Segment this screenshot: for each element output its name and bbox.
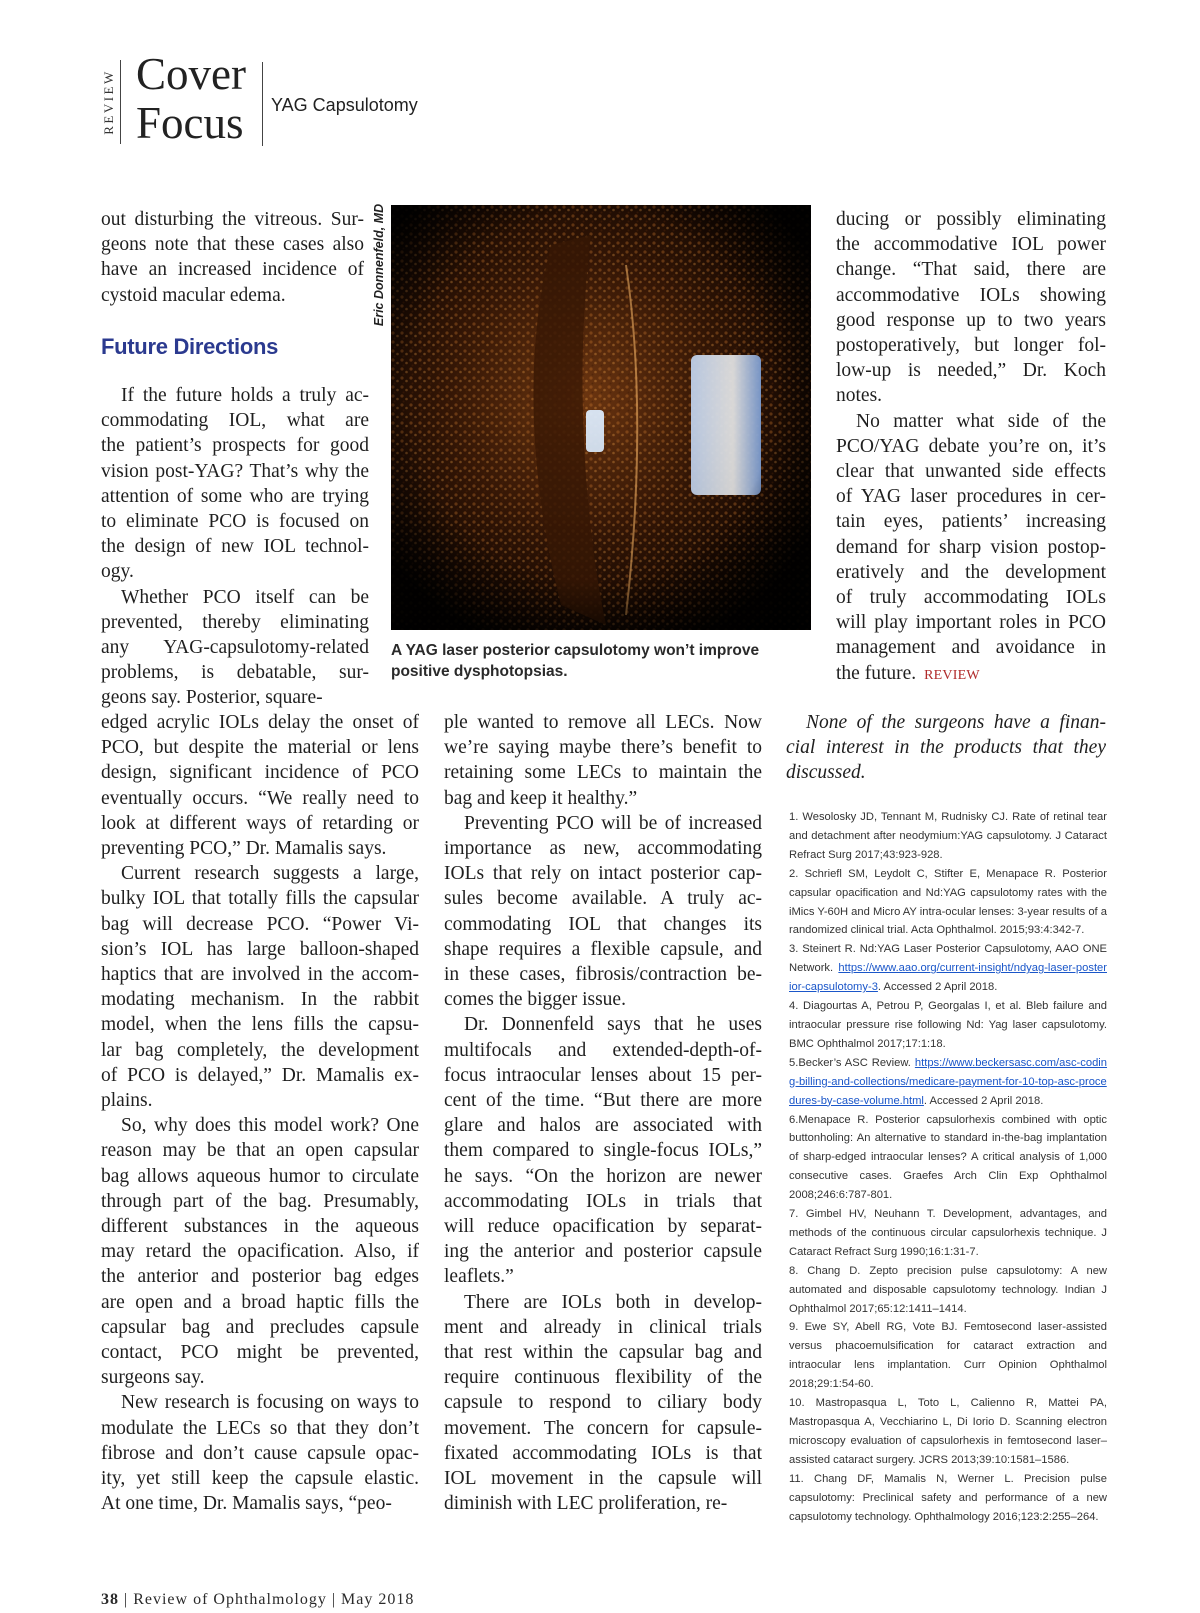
- text-line: of PCO is delayed,” Dr. Mamalis ex-: [101, 1064, 419, 1086]
- text-line: have an increased incidence of: [101, 259, 364, 281]
- text-line: comes the bigger issue.: [444, 989, 626, 1011]
- text-line: capsule to respond to ciliary body: [444, 1392, 762, 1414]
- section-heading: Future Directions: [101, 334, 279, 359]
- text-line: Dr. Donnenfeld says that he uses: [464, 1014, 762, 1036]
- text-line: he says. “On the horizon are newer: [444, 1165, 762, 1187]
- text-line: ment and already in clinical trials: [444, 1316, 762, 1338]
- reference-text: 3. Steinert R. Nd:YAG Laser Posterior Capsulotomy, AAO ONE Network.: [789, 943, 1107, 975]
- reference-link[interactable]: https://www.aao.org/current-insight/ndyag-laser-posterior-capsulotomy-3: [789, 962, 1107, 994]
- text-line: different substances in the aqueous: [101, 1216, 419, 1237]
- text-line: contact, PCO might be prevented,: [101, 1342, 419, 1363]
- text-line: focus intraocular lenses about 15 per-: [444, 1064, 762, 1086]
- text-line: out disturbing the vitreous. Sur-: [101, 209, 364, 230]
- text-line: geons say. Posterior, square-: [101, 687, 323, 709]
- text-line: look at different ways of retarding or: [101, 812, 419, 834]
- text-line: retaining some LECs to maintain the: [444, 762, 762, 784]
- reference-text: 2. Schriefl SM, Leydolt C, Stifter E, Menapace R. Posterior capsular opacification and Nd:YAG capsulotomy rates with the iMics Y-60H and Micro AY intra-ocular lenses: 3-year results of a randomized clinical trial. Acta Ophthalmol. 2015;93:4:342-7.: [789, 867, 1107, 937]
- text-line: commodating IOL, what are: [101, 410, 369, 432]
- text-line: fixated accommodating IOLs is that: [444, 1442, 762, 1464]
- eye-photo-illustration: [391, 205, 811, 630]
- text-line: Preventing PCO will be of increased: [464, 812, 762, 834]
- text-line: haptics that are involved in the accom-: [101, 964, 419, 985]
- text-line: the accommodative IOL power: [836, 234, 1106, 256]
- text-line: may retard the opacification. Also, if: [101, 1241, 419, 1263]
- reference-text: 7. Gimbel HV, Neuhann T. Development, advantages, and methods of the continuous circular capsulorhexis technique. J Cataract Refract Surg 1990;16:1:31-7.: [789, 1208, 1107, 1258]
- text-line: movement. The concern for capsule-: [444, 1417, 762, 1439]
- text-line: At one time, Dr. Mamalis says, “peo-: [101, 1493, 392, 1515]
- reference-text: 5.Becker’s ASC Review.: [789, 1056, 911, 1069]
- text-line: glare and halos are associated with: [444, 1115, 762, 1137]
- text-line: edged acrylic IOLs delay the onset of: [101, 712, 419, 733]
- text-line: tain eyes, patients’ increasing: [836, 511, 1106, 533]
- review-end-mark: REVIEW: [924, 667, 980, 683]
- footer-separator: |: [331, 1591, 342, 1608]
- text-line: No matter what side of the: [856, 410, 1106, 432]
- text-line: that rest within the capsular bag and: [444, 1342, 762, 1363]
- text-line: cent of the time. “But there are more: [444, 1090, 762, 1111]
- text-line: are open and a broad haptic fills the: [101, 1291, 419, 1313]
- text-line: ple wanted to remove all LECs. Now: [444, 712, 762, 733]
- section-label: [98, 60, 121, 144]
- text-line: sion’s IOL has large balloon-shaped: [101, 938, 419, 960]
- page-footer: [101, 1591, 414, 1609]
- reference-item: [789, 1054, 1107, 1111]
- text-line: prevented, thereby eliminating: [101, 611, 369, 633]
- text-line: commodating IOL that changes its: [444, 913, 762, 935]
- text-line: the patient’s prospects for good: [101, 435, 369, 457]
- text-line: clear that unwanted side effects: [836, 461, 1106, 482]
- text-line: the design of new IOL technol-: [101, 536, 369, 558]
- reference-item: [789, 808, 1107, 865]
- reference-text: 11. Chang DF, Mamalis N, Werner L. Precision pulse capsulotomy: Preclinical safety and performance of a new capsulotomy technology. Ophthalmology 2016;123:2:255–264.: [789, 1472, 1107, 1523]
- footer-separator: |: [124, 1591, 134, 1608]
- text-line: accommodating IOLs in trials that: [444, 1190, 762, 1212]
- eye-photo: [391, 205, 811, 630]
- reference-text: 8. Chang D. Zepto precision pulse capsulotomy: A new automated and disposable capsulotomy technology. Indian J Ophthalmol 2017;65:12:1411–1414.: [789, 1264, 1107, 1315]
- text-line: multifocals and extended-depth-of-: [444, 1039, 762, 1061]
- text-line: notes.: [836, 385, 883, 407]
- text-line: ogy.: [101, 561, 134, 583]
- text-line: bag allows aqueous humor to circulate: [101, 1165, 419, 1187]
- text-line: Whether PCO itself can be: [121, 586, 369, 608]
- text-line: of YAG laser procedures in cer-: [836, 486, 1106, 508]
- text-line: bag will decrease PCO. “Power Vi-: [101, 913, 419, 935]
- reference-item: [789, 940, 1107, 997]
- reference-item: [789, 997, 1107, 1054]
- text-line: the future. REVIEW: [836, 662, 980, 684]
- text-line: modating mechanism. In the rabbit: [101, 989, 419, 1011]
- text-line: bulky IOL that totally fills the capsular: [101, 888, 419, 910]
- reference-item: [789, 1470, 1107, 1527]
- header-topic: YAG Capsulotomy: [271, 95, 418, 115]
- reference-item: [789, 1111, 1107, 1206]
- text-line: sules become available. A truly ac-: [444, 888, 762, 910]
- text-line: plains.: [101, 1090, 153, 1111]
- text-line: low-up is needed,” Dr. Koch: [836, 360, 1106, 382]
- text-line: we’re saying maybe there’s benefit to: [444, 737, 762, 759]
- text-line: ing the anterior and posterior capsule: [444, 1241, 762, 1263]
- reference-item: [789, 1262, 1107, 1319]
- text-line: IOLs that rely on intact posterior cap-: [444, 863, 762, 885]
- text-line: shape requires a flexible capsule, and: [444, 938, 762, 960]
- text-line: will reduce opacification by separat-: [444, 1216, 762, 1237]
- text-line: them compared to single-focus IOLs,”: [444, 1140, 762, 1162]
- photo-credit-text: Eric Donnenfeld, MD: [372, 203, 386, 327]
- reference-text: 4. Diagourtas A, Petrou P, Georgalas I, et al. Bleb failure and intraocular pressure rise following Nd: Yag laser capsulotomy. BMC Ophthalmol 2017;17:1:18.: [789, 1000, 1107, 1050]
- text-line: good response up to two years: [836, 309, 1106, 331]
- reference-text: 9. Ewe SY, Abell RG, Vote BJ. Femtosecond laser-assisted versus phacoemulsification for cataract extraction and intraocular lens implantation. Curr Opinion Ophthalmol 2018;29:1:54-60.: [789, 1321, 1107, 1391]
- text-line: model, when the lens fills the capsu-: [101, 1014, 419, 1036]
- photo-caption: A YAG laser posterior capsulotomy won’t improve positive dysphotopsias.: [391, 642, 760, 680]
- reference-accessed: . Accessed 2 April 2018.: [923, 1094, 1044, 1107]
- text-line: New research is focusing on ways to: [121, 1392, 419, 1414]
- header-title-line2: Focus: [136, 98, 244, 148]
- text-line: ducing or possibly eliminating: [836, 209, 1106, 230]
- text-line: cystoid macular edema.: [101, 284, 286, 306]
- reference-link[interactable]: https://www.beckersasc.com/asc-coding-billing-and-collections/medicare-payment-for-10-top-asc-procedures-by-case-volume.html: [789, 1056, 1108, 1107]
- footer-date: May 2018: [341, 1591, 415, 1608]
- header-title-line1: Cover: [136, 49, 246, 99]
- references-list: [789, 808, 1107, 1526]
- disclaimer-line: discussed.: [786, 762, 866, 784]
- text-line: eratively and the development: [836, 561, 1106, 583]
- text-line: PCO/YAG debate you’re on, it’s: [836, 435, 1106, 457]
- text-line: importance as new, accommodating: [444, 838, 762, 859]
- text-line: attention of some who are trying: [101, 485, 369, 507]
- text-line: reason may be that an open capsular: [101, 1140, 419, 1162]
- text-line: bag and keep it healthy.”: [444, 787, 638, 809]
- disclaimer-line: None of the surgeons have a finan-: [806, 712, 1106, 733]
- text-line: leaflets.”: [444, 1266, 514, 1288]
- text-line: diminish with LEC proliferation, re-: [444, 1493, 728, 1515]
- text-line: management and avoidance in: [836, 637, 1106, 659]
- text-line: vision post-YAG? That’s why the: [101, 460, 369, 482]
- reference-item: [789, 1394, 1107, 1470]
- disclaimer-line: cial interest in the products that they: [786, 737, 1106, 759]
- page-number: 38: [101, 1591, 119, 1608]
- text-line: PCO, but despite the material or lens: [101, 737, 419, 759]
- text-line: problems, is debatable, sur-: [101, 662, 369, 684]
- reference-text: 10. Mastropasqua L, Toto L, Calienno R, Mattei PA, Mastropasqua A, Vecchiarino L, Di Iorio D. Scanning electron microscopy evaluation of capsulorhexis in femtosecond laser–assisted cataract surgery. JCRS 2013;39:10:1581–1586.: [789, 1397, 1107, 1466]
- text-line: modulate the LECs so that they don’t: [101, 1417, 419, 1439]
- text-line: change. “That said, there are: [836, 259, 1106, 281]
- reference-item: [789, 1318, 1107, 1394]
- text-line: eventually occurs. “We really need to: [101, 787, 419, 809]
- text-line: lar bag completely, the development: [101, 1039, 419, 1061]
- text-line: will play important roles in PCO: [836, 612, 1106, 634]
- text-line: to eliminate PCO is focused on: [101, 511, 369, 532]
- text-line: postoperatively, but longer fol-: [836, 335, 1106, 356]
- text-line: accommodative IOLs showing: [836, 284, 1106, 306]
- text-line: IOL movement in the capsule will: [444, 1468, 762, 1489]
- text-line: require continuous flexibility of the: [444, 1367, 762, 1389]
- text-line: geons note that these cases also: [101, 234, 364, 256]
- text-line: Current research suggests a large,: [121, 863, 419, 885]
- reference-accessed: . Accessed 2 April 2018.: [877, 981, 998, 994]
- text-line: through part of the bag. Presumably,: [101, 1190, 419, 1212]
- photo-credit: [368, 205, 390, 325]
- text-line: design, significant incidence of PCO: [101, 762, 419, 784]
- reference-text: 6.Menapace R. Posterior capsulorhexis combined with optic buttonholing: An alternative to standard in-the-bag implantation of sharp-edged intraocular lenses? A critical analysis of 1,000 consecutive cases. Graefes Arch Clin Exp Ophthalmol 2008;246:6:787-801.: [789, 1113, 1107, 1202]
- text-line: demand for sharp vision postop-: [836, 536, 1106, 558]
- text-line: ity, yet still keep the capsule elastic.: [101, 1468, 419, 1489]
- reference-item: [789, 865, 1107, 941]
- text-line: surgeons say.: [101, 1367, 205, 1389]
- reference-text: 1. Wesolosky JD, Tennant M, Rudnisky CJ. Rate of retinal tear and detachment after neodymium:YAG capsulotomy. J Cataract Refract Surg 2017;43:923-928.: [789, 811, 1107, 861]
- text-line: If the future holds a truly ac-: [121, 385, 369, 406]
- text-line: the anterior and posterior bag edges: [101, 1266, 419, 1288]
- text-line: of truly accommodating IOLs: [836, 587, 1106, 608]
- header-divider: [262, 62, 263, 146]
- footer-publication: Review of Ophthalmology: [133, 1591, 327, 1608]
- text-line: preventing PCO,” Dr. Mamalis says.: [101, 838, 387, 859]
- text-line: in these cases, fibrosis/contraction be-: [444, 964, 762, 985]
- text-line: capsular bag and precludes capsule: [101, 1316, 419, 1338]
- reference-item: [789, 1205, 1107, 1262]
- text-line: any YAG-capsulotomy-related: [101, 637, 369, 658]
- text-line: fibrose and don’t cause capsule opac-: [101, 1442, 419, 1464]
- section-label-text: REVIEW: [101, 69, 116, 135]
- text-line: So, why does this model work? One: [121, 1115, 419, 1137]
- text-line: There are IOLs both in develop-: [464, 1291, 762, 1313]
